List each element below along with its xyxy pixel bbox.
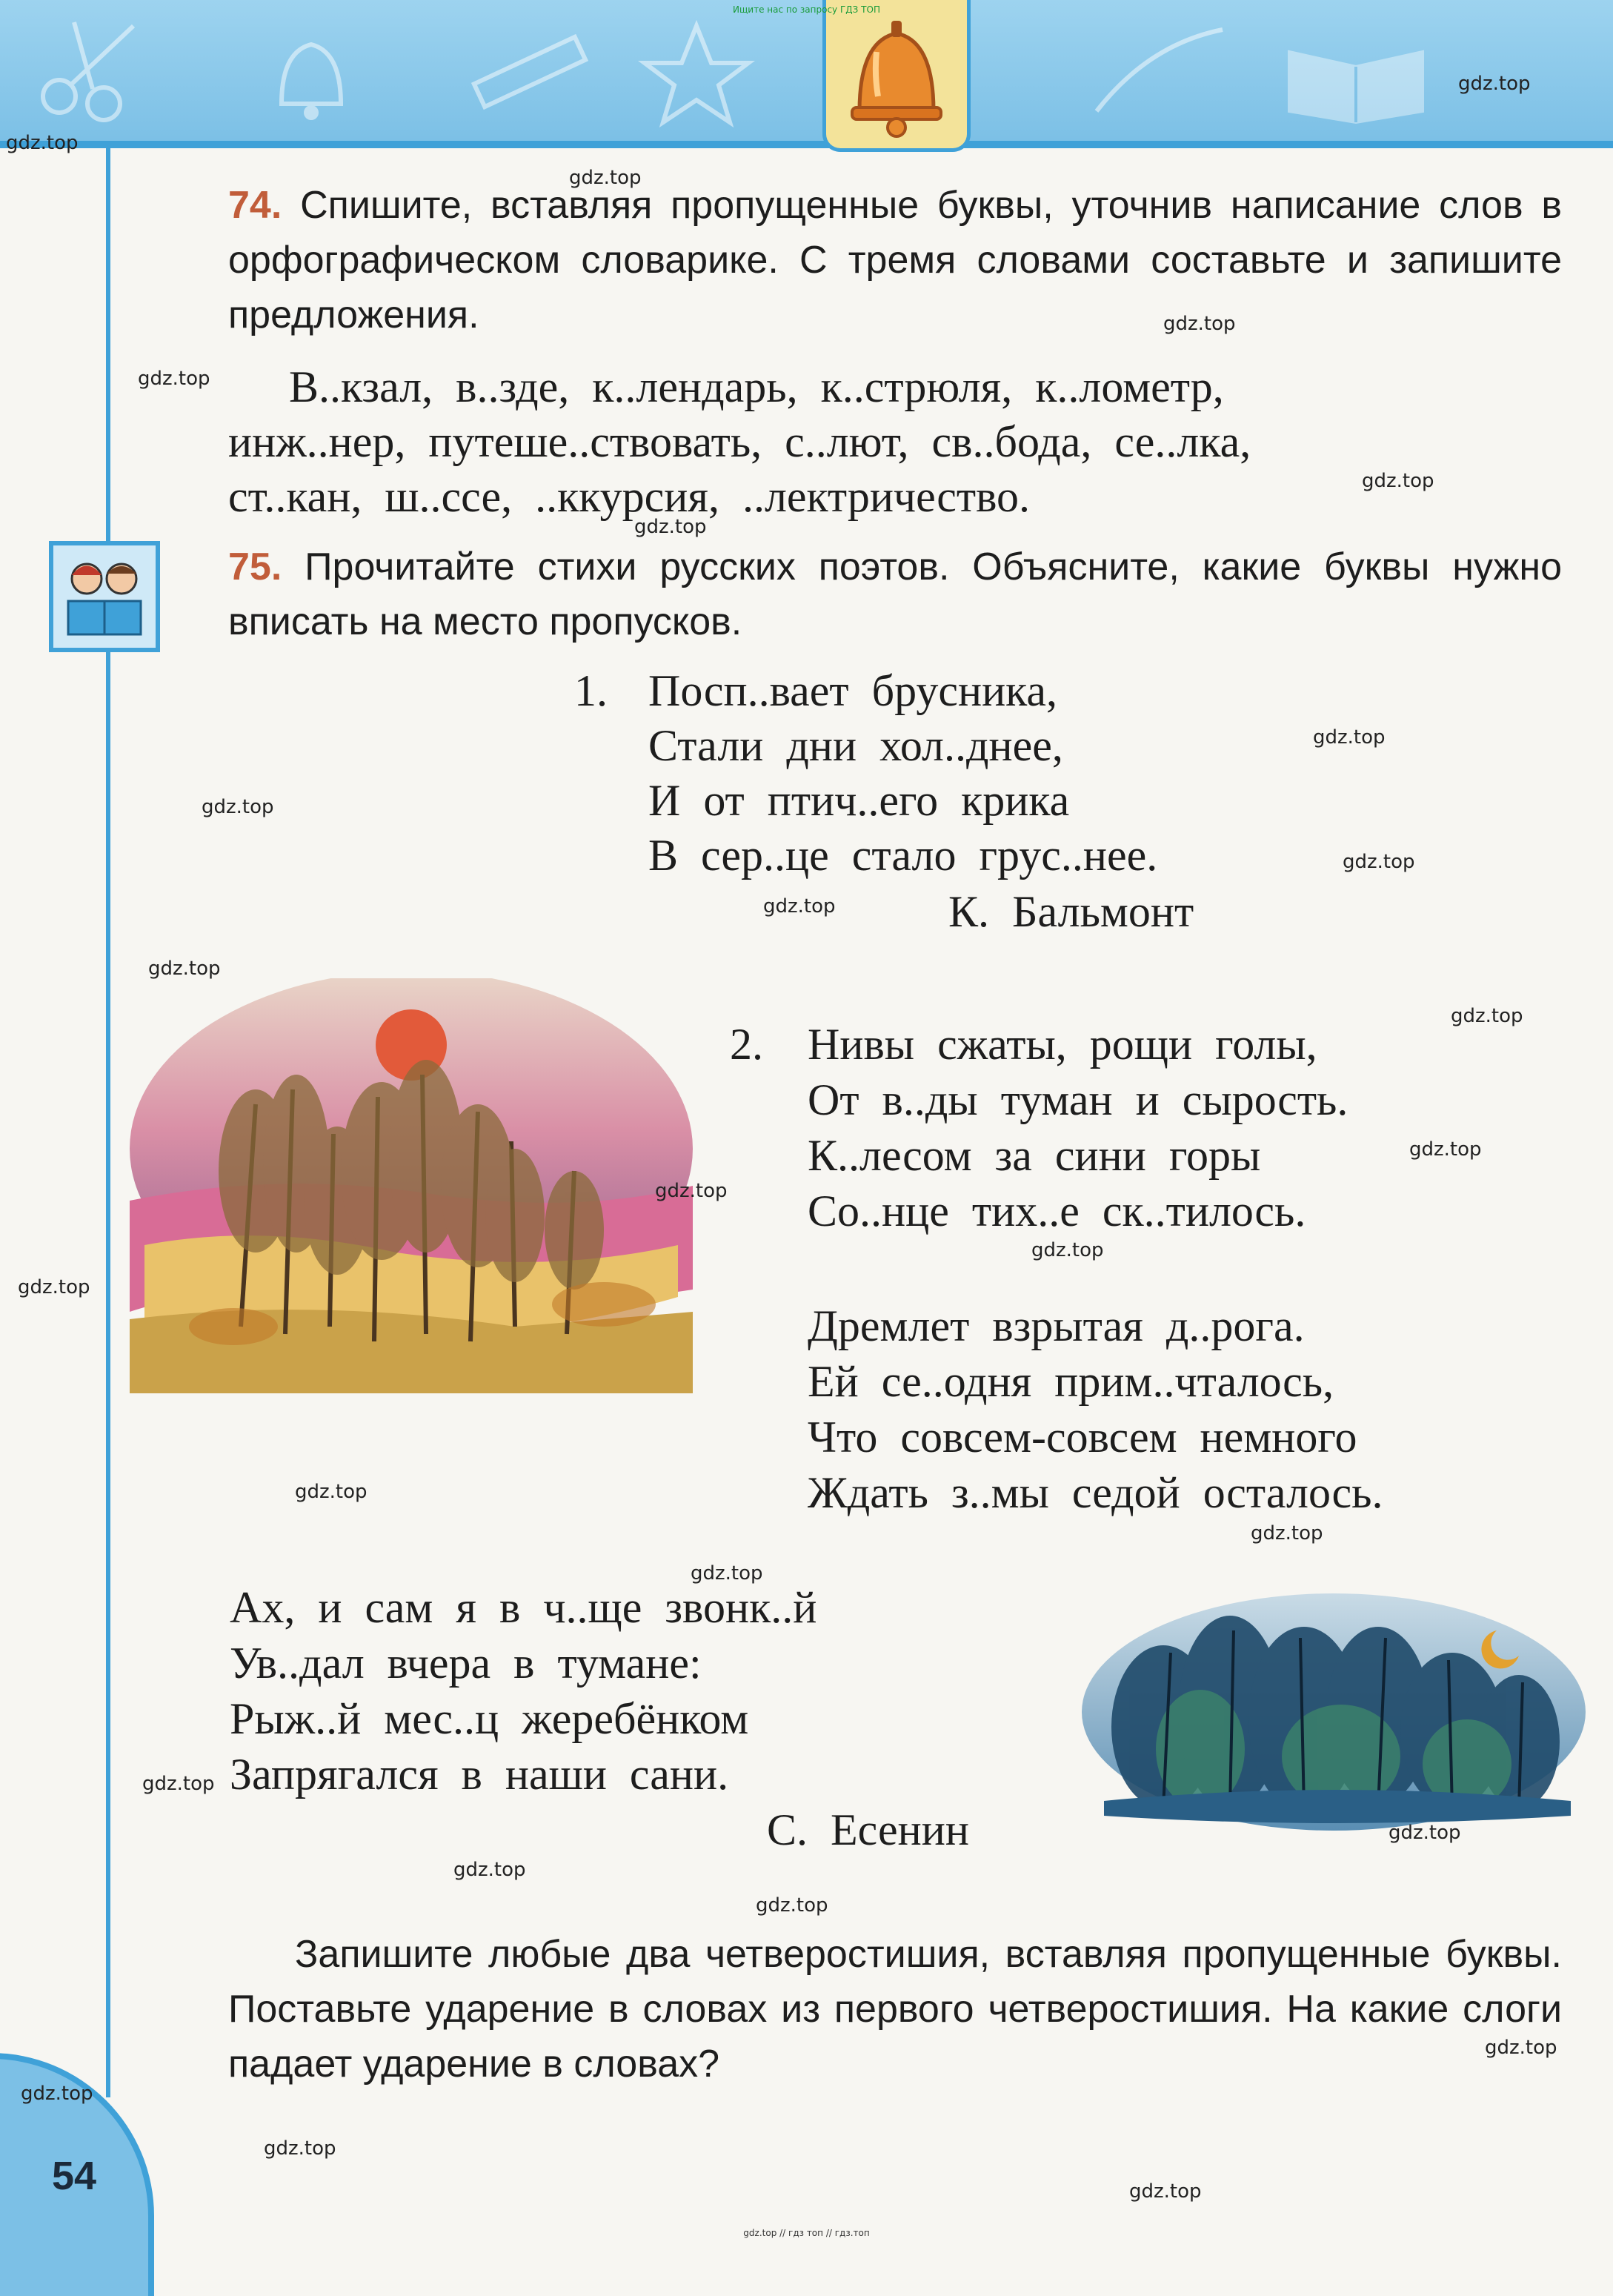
bell-tab — [822, 0, 971, 152]
watermark: gdz.top — [18, 1276, 90, 1298]
watermark: gdz.top — [1388, 1822, 1461, 1844]
watermark: gdz.top — [1485, 2037, 1557, 2059]
poem-line: От в..ды туман и сырость. — [808, 1075, 1348, 1124]
final-instruction: Запишите любые два четверостишия, вставляя пропущенные буквы. Поставьте ударение в словах из первого четверостишия. На какие слоги падает ударение в словах? — [228, 1933, 1562, 2086]
poem-line: Со..нце тих..е ск..тилось. — [808, 1187, 1306, 1235]
page-number: 54 — [52, 2154, 97, 2198]
leaf-doodle-icon — [637, 19, 756, 130]
poem-line: Рыж..й мес..ц жеребёнком — [230, 1694, 749, 1743]
watermark: gdz.top — [691, 1562, 763, 1585]
task-number: 75. — [228, 545, 282, 588]
word-line: инж..нер, путеше..ствовать, с..лют, св..бода, се..лка, — [228, 417, 1251, 466]
poem-line: Дремлет взрытая д..рога. — [808, 1301, 1305, 1350]
pencil-doodle-icon — [459, 15, 608, 126]
watermark: gdz.top — [1451, 1005, 1523, 1027]
watermark: gdz.top — [1409, 1138, 1482, 1161]
poem-line: Стали дни хол..днее, — [648, 721, 1063, 770]
poem-number: 2. — [730, 1020, 763, 1069]
book-doodle-icon — [1274, 22, 1437, 126]
watermark: gdz.top — [655, 1180, 728, 1202]
poem-line: Ах, и сам я в ч..ще звонк..й — [230, 1583, 817, 1632]
poem-line: В сер..це стало грус..нее. — [648, 831, 1158, 880]
poem-author: С. Есенин — [767, 1805, 969, 1854]
word-line: В..кзал, в..зде, к..лендарь, к..стрюля, к..лометр, — [289, 362, 1224, 411]
bell-doodle-icon — [267, 22, 356, 126]
poem-author: К. Бальмонт — [948, 887, 1194, 936]
poem-line: Что совсем-совсем немного — [808, 1413, 1357, 1461]
poem-line: И от птич..его крика — [648, 776, 1070, 825]
watermark: gdz.top — [453, 1859, 526, 1881]
watermark: gdz.top — [1343, 851, 1415, 873]
task-instruction-text: Прочитайте стихи русских поэтов. Объясните, какие буквы нужно вписать на место пропусков. — [228, 545, 1562, 643]
word-line: ст..кан, ш..ссе, ..ккурсия, ..лектричество. — [228, 472, 1031, 521]
task-75-instruction — [228, 540, 1562, 649]
header-banner — [0, 0, 1613, 148]
poem-line: К..лесом за сини горы — [808, 1131, 1261, 1180]
watermark: gdz.top — [1313, 726, 1386, 749]
watermark: gdz.top — [1362, 470, 1434, 492]
task-instruction-text: Спишите, вставляя пропущенные буквы, уточнив написание слов в орфографическом словарике. С тремя словами составьте и запишите предложения. — [228, 184, 1562, 336]
feather-doodle-icon — [1082, 15, 1230, 126]
watermark: gdz.top — [1031, 1239, 1104, 1261]
watermark: gdz.top — [756, 1894, 828, 1917]
scissors-icon — [30, 15, 148, 126]
watermark: gdz.top — [148, 958, 221, 980]
watermark: gdz.top — [1458, 73, 1531, 95]
poem-line: Ей се..одня прим..чталось, — [808, 1357, 1334, 1406]
watermark: gdz.top — [1129, 2180, 1202, 2203]
watermark: gdz.top — [295, 1481, 368, 1503]
bottom-note: gdz.top // гдз топ // гдз.топ — [743, 2228, 870, 2238]
watermark: gdz.top — [138, 368, 210, 390]
poem-number: 1. — [574, 666, 608, 715]
poem-line: Ув..дал вчера в тумане: — [230, 1639, 702, 1688]
task-74-instruction — [228, 178, 1562, 342]
watermark: gdz.top — [6, 132, 79, 154]
watermark: gdz.top — [634, 516, 707, 538]
watermark: gdz.top — [21, 2083, 93, 2105]
poem-line: Посп..вает брусника, — [648, 666, 1058, 715]
margin-line — [106, 141, 110, 2097]
poem-line: Нивы сжаты, рощи голы, — [808, 1020, 1317, 1069]
poem-line: Запрягался в наши сани. — [230, 1750, 729, 1799]
watermark: gdz.top — [1163, 313, 1236, 335]
top-note: Ищите нас по запросу ГДЗ ТОП — [733, 4, 880, 15]
watermark: gdz.top — [569, 167, 642, 189]
night-forest-illustration — [1082, 1586, 1586, 1831]
watermark: gdz.top — [142, 1773, 215, 1795]
poem-line: Ждать з..мы седой осталось. — [808, 1468, 1383, 1517]
task-number: 74. — [228, 184, 282, 227]
reading-children-icon — [49, 541, 160, 652]
watermark: gdz.top — [202, 796, 274, 818]
autumn-trees-illustration — [130, 978, 693, 1393]
bell-icon — [826, 0, 967, 145]
watermark: gdz.top — [763, 895, 836, 918]
watermark: gdz.top — [1251, 1522, 1323, 1545]
watermark: gdz.top — [264, 2137, 336, 2160]
